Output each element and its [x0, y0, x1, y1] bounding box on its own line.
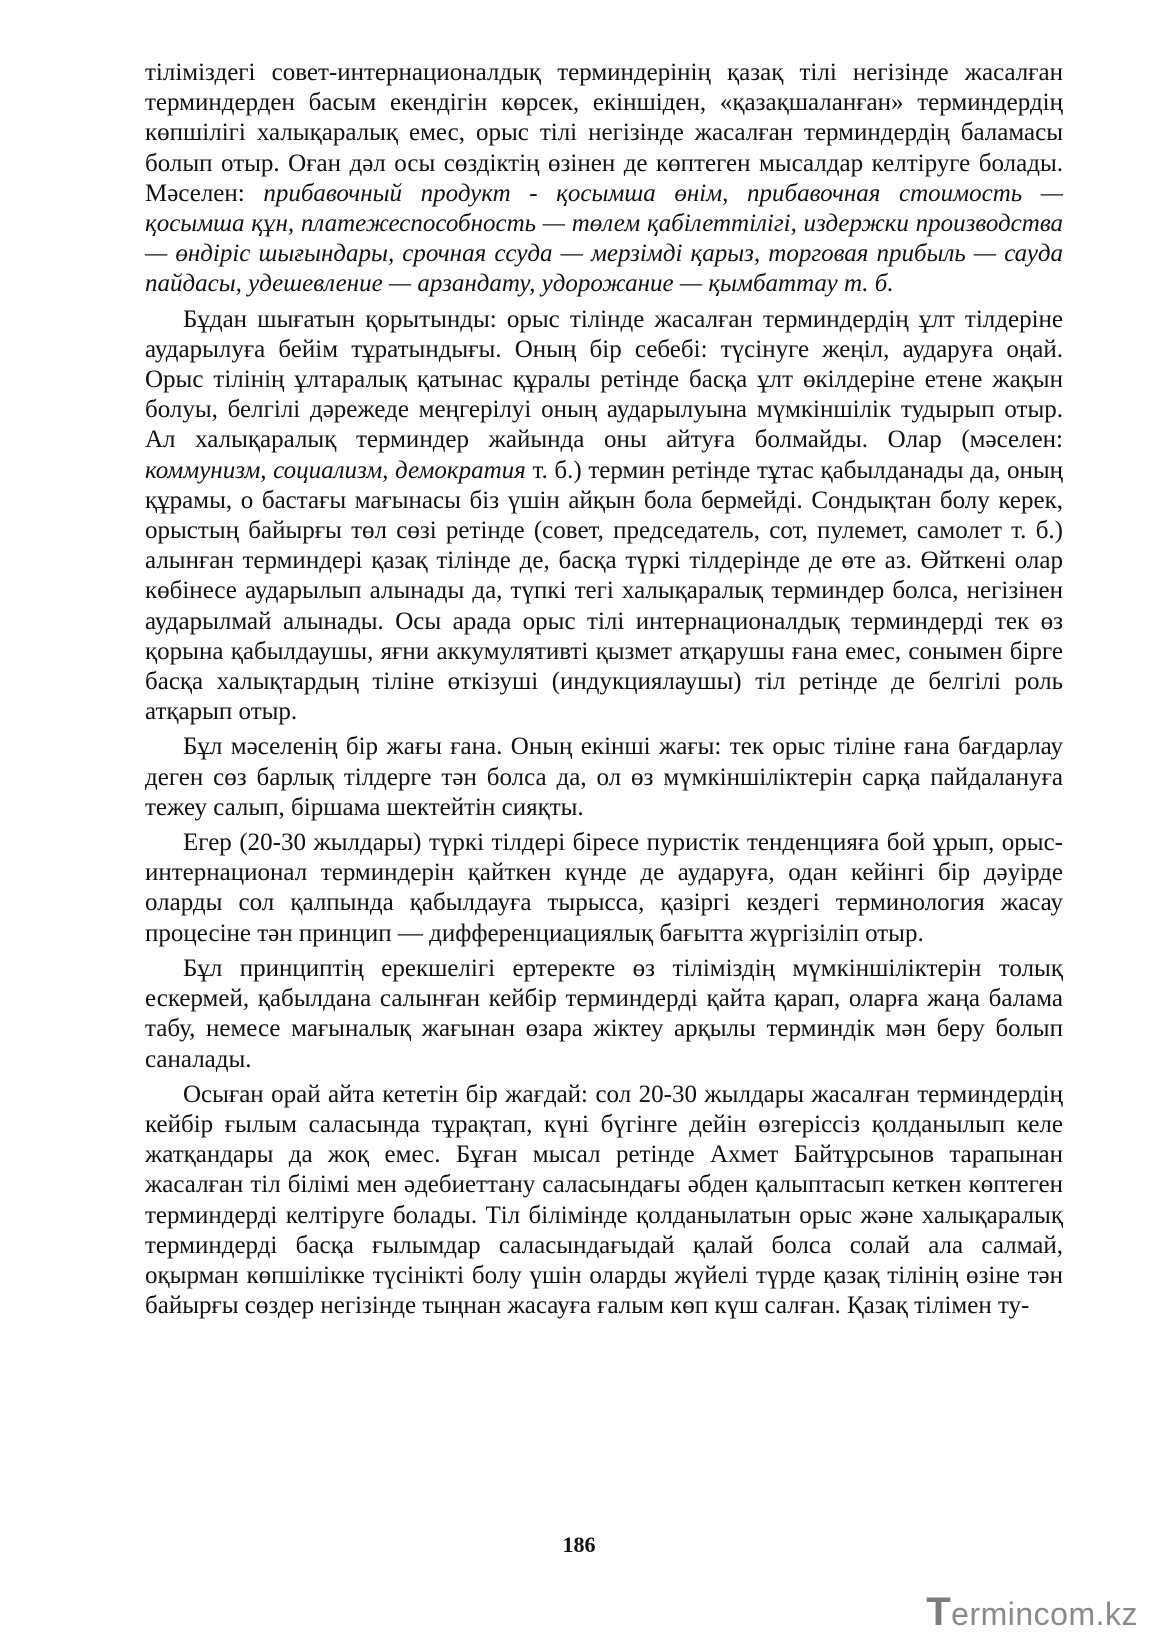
paragraph [145, 58, 1063, 300]
paragraph [145, 954, 1063, 1075]
paragraph [145, 828, 1063, 949]
paragraph [145, 305, 1063, 728]
text-run: т. б.) термин ретінде тұтас қабылданады да, оның құрамы, о бастағы мағынасы біз үшін айқын бола бермейді. Сондықтан болу керек, орыстың байырғы төл сөзі ретінде (совет, председатель, сот, пулемет, самолет т. б.) алынған терминдері қазақ тілінде де, басқа түркі тілдерінде де өте аз. Өйткені олар көбінесе аударылып алынады да, түпкі тегі халықаралық терминдер болса, негізінен аударылмай алынады. Осы арада орыс тілі интернационалдық терминдерді тек өз қорына қабылдаушы, яғни аккумулятивті қызмет атқарушы ғана емес, сонымен бірге басқа халықтардың тіліне өткізуші (индукциялаушы) тіл ретінде де белгілі роль атқарып отыр. [145, 456, 1063, 726]
italic-term-run: коммунизм, социализм, демократия [145, 456, 526, 484]
italic-term-run: прибавочный продукт - қосымша өнім, прибавочная стоимость — қосымша құн, платежеспособность — төлем қабілеттілігі, издержки производства — өндіріс шығындары, срочная ссуда — мерзімді қарыз, торговая прибыль — сауда пайдасы, удешевление — арзандату, удорожание — қымбаттау т. б. [145, 179, 1063, 298]
text-run: Осыған орай айта кететін бір жағдай: сол 20-30 жылдары жасалған терминдердің кейбір ғылым саласында тұрақтап, күні бүгінге дейін өзгеріссіз қолданылып келе жатқандары да жоқ емес. Бұған мысал ретінде Ахмет Байтұрсынов тарапынан жасалған тіл білімі мен әдебиеттану саласындағы әбден қалыптасып кеткен көптеген терминдерді келтіруге болады. Тіл білімінде қолданылатын орыс және халықаралық терминдерді басқа ғылымдар саласындағыдай қалай болса солай ала салмай, оқырман көпшілікке түсінікті болу үшін оларды жүйелі түрде қазақ тілінің өзіне тән байырғы сөздер негізінде тыңнан жасауға ғалым көп күш салған. Қазақ тілімен ту- [145, 1080, 1063, 1320]
text-run: тіліміздегі совет-интернационалдық терминдерінің қазақ тілі негізінде жасалған терминдерден басым екендігін көрсек, екіншіден, «қазақшаланған» терминдердің көпшілігі халықаралық емес, орыс тілі негізінде жасалған терминдердің баламасы болып отыр. Оған дәл осы сөздіктің өзінен де көптеген мысалдар келтіруге болады. Мәселен: [145, 59, 1063, 207]
paragraph [145, 732, 1063, 823]
watermark-text: ermincom.kz [951, 1596, 1138, 1632]
text-run: Егер (20-30 жылдары) түркі тілдері біресе пуристік тенденцияға бой ұрып, орыс-интернационал терминдерін қайткен күнде де аударуға, одан кейінгі бір дәуірде оларды сол қалпында қабылдауға тырысса, қазіргі кездегі терминология жасау процесіне тән принцип — дифференциациялық бағытта жүргізіліп отыр. [145, 829, 1063, 947]
paragraph [145, 1080, 1063, 1322]
watermark-logo[interactable] [926, 1590, 1138, 1635]
page-number: 186 [562, 1532, 596, 1557]
text-run: Бұл принциптің ерекшелігі ертеректе өз тіліміздің мүмкіншіліктерін толық ескермей, қабылдана салынған кейбір терминдерді қайта қарап, оларға жаңа балама табу, немесе мағыналық жағынан өзара жіктеу арқылы терминдік мән беру болып саналады. [145, 954, 1063, 1073]
text-run: Бұдан шығатын қорытынды: орыс тілінде жасалған терминдердің ұлт тілдеріне аударылуға бейім тұратындығы. Оның бір себебі: түсінуге жеңіл, аударуға оңай. Орыс тілінің ұлтаралық қатынас құралы ретінде басқа ұлт өкілдеріне етене жақын болуы, белгілі дәрежеде меңгерілуі оның аударылуына мүмкіншілік тудырып отыр. Ал халықаралық терминдер жайында оны айтуға болмайды. Олар (мәселен: [145, 305, 1063, 454]
page-body [145, 58, 1063, 1321]
watermark-lead-letter: T [926, 1590, 952, 1634]
text-run: Бұл мәселенің бір жағы ғана. Оның екінші жағы: тек орыс тіліне ғана бағдарлау деген сөз барлық тілдерге тән болса да, ол өз мүмкіншіліктерін сарқа пайдалануға тежеу салып, біршама шектейтін сияқты. [145, 733, 1063, 821]
